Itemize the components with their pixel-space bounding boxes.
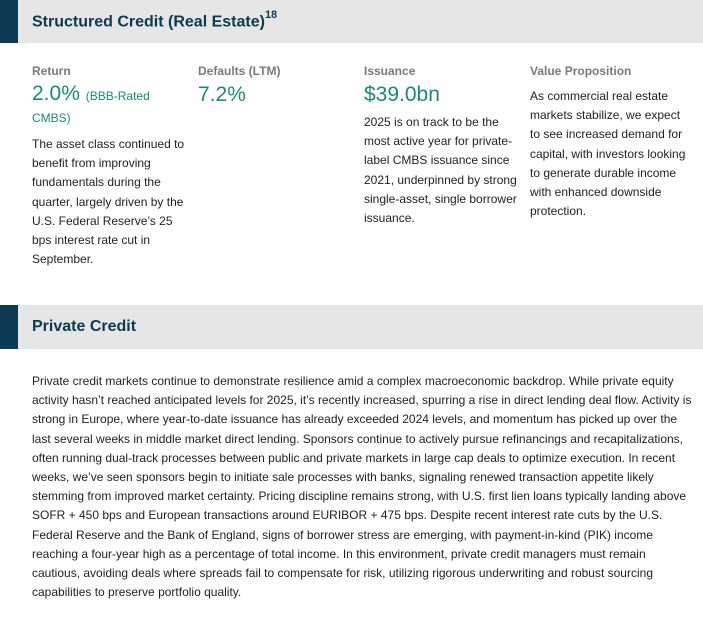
section-title-text: Structured Credit (Real Estate) <box>32 13 265 31</box>
metric-note: (BBB-Rated <box>85 89 150 103</box>
metric-label: Return <box>32 64 71 78</box>
section-header-private-credit <box>0 305 703 349</box>
metric-value: $39.0bn <box>364 83 440 106</box>
metric-value <box>32 81 192 109</box>
metric-value: 7.2% <box>198 83 246 106</box>
metric-description: The asset class continued to benefit from improving fundamentals during the quarter, largely driven by the U.S. Federal Reserve’s 25 bps interest rate cut in September. <box>32 137 185 267</box>
metric-note-continued: CMBS) <box>32 111 71 125</box>
private-credit-body: Private credit markets continue to demonstrate resilience amid a complex macroeconomic backdrop. While private equity activity hasn’t reached anticipated levels for 2025, it’s recently increased, spurring a rise in direct lending deal flow. Activity is strong in Europe, where year-to-date issuance has already exceeded 2024 levels, and momentum has picked up over the last several weeks in middle market direct lending. Sponsors continue to actively pursue refinancings and recapitalizations, often running dual-track processes between public and private markets in large cap deals to optimize execution. In recent weeks, we’ve seen sponsors begin to initiate sale processes with banks, signaling renewed transaction appetite likely stemming from improved market certainty. Pricing discipline remains strong, with U.S. first lien loans typically landing above SOFR + 450 bps and European transactions around EURIBOR + 475 bps. Despite recent interest rate cuts by the U.S. Federal Reserve and the Bank of England, signs of borrower stress are emerging, with payment-in-kind (PIK) income reaching a four-year high as a percentage of total income. In this environment, private credit managers must remain cautious, avoiding deals where spreads fail to compensate for risk, utilizing rigorous underwriting and robust sourcing capabilities to preserve portfolio quality. <box>32 374 692 600</box>
metric-value-proposition <box>530 62 688 221</box>
metric-description: 2025 is on track to be the most active year for private-label CMBS issuance since 2021, underpinned by strong single-asset, single borrower issuance. <box>364 115 517 226</box>
metric-value-number: 2.0% <box>32 82 80 105</box>
metric-defaults <box>198 62 358 109</box>
metric-return <box>32 62 192 269</box>
metric-issuance <box>364 62 524 228</box>
metric-label: Defaults (LTM) <box>198 64 281 78</box>
metric-label: Value Proposition <box>530 64 632 78</box>
section-title: Private Credit <box>32 318 137 335</box>
section-title <box>32 11 277 31</box>
section-accent-bar <box>0 305 18 349</box>
section-header-structured-credit <box>0 0 703 43</box>
section-accent-bar <box>0 0 18 43</box>
metric-description: As commercial real estate markets stabilize, we expect to see increased demand for capital, with investors looking to generate durable income with enhanced downside protection. <box>530 89 686 219</box>
footnote-marker: 18 <box>264 9 278 21</box>
metric-label: Issuance <box>364 64 416 78</box>
